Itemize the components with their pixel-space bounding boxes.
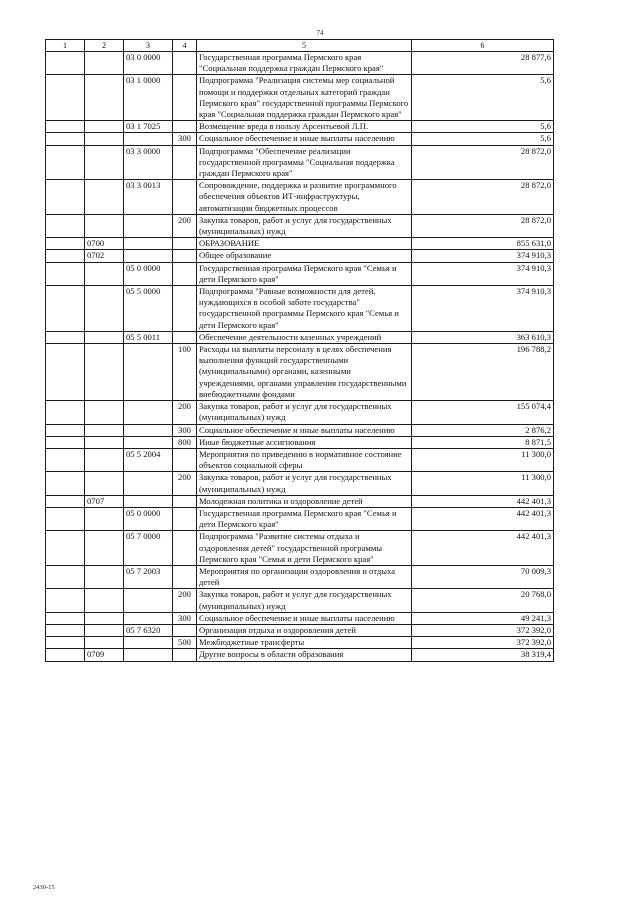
- table-row: [46, 565, 554, 588]
- subsection-code: [85, 624, 124, 636]
- table-row: [46, 250, 554, 262]
- expense-description: Мероприятия по организации оздоровления и отдыха детей: [197, 565, 412, 588]
- expense-type-code: [173, 180, 197, 215]
- target-article-code: [124, 472, 173, 495]
- amount-value: 363 610,3: [412, 331, 554, 343]
- section-code: [46, 565, 85, 588]
- table-row: [46, 133, 554, 145]
- expense-type-code: [173, 507, 197, 530]
- expense-type-code: [173, 331, 197, 343]
- table-row: [46, 448, 554, 471]
- subsection-code: [85, 448, 124, 471]
- target-article-code: 03 3 0013: [124, 180, 173, 215]
- header-cell-2: 2: [85, 40, 124, 52]
- amount-value: 8 871,5: [412, 436, 554, 448]
- subsection-code: [85, 331, 124, 343]
- header-cell-6: 6: [412, 40, 554, 52]
- expense-type-code: 500: [173, 637, 197, 649]
- table-row: [46, 472, 554, 495]
- table-row: [46, 214, 554, 237]
- expense-description: Подпрограмма "Равные возможности для детей, нуждающихся в особой заботе государства" государственной программы Пермского края "Семья и дети Пермского края": [197, 286, 412, 332]
- amount-value: 374 910,3: [412, 286, 554, 332]
- target-article-code: 03 1 7025: [124, 121, 173, 133]
- target-article-code: 05 0 0000: [124, 262, 173, 285]
- section-code: [46, 238, 85, 250]
- expense-type-code: [173, 238, 197, 250]
- expense-description: Закупка товаров, работ и услуг для государственных (муниципальных) нужд: [197, 589, 412, 612]
- expense-description: Расходы на выплаты персоналу в целях обеспечения выполнения функций государственными (муниципальными) органами, казенными учреждениями, органами управления государственными внебюджетными фондами: [197, 344, 412, 401]
- expense-description: Закупка товаров, работ и услуг для государственных (муниципальных) нужд: [197, 401, 412, 424]
- table-row: [46, 262, 554, 285]
- section-code: [46, 448, 85, 471]
- amount-value: 196 788,2: [412, 344, 554, 401]
- header-cell-1: 1: [46, 40, 85, 52]
- subsection-code: [85, 612, 124, 624]
- expense-description: Подпрограмма "Обеспечение реализации государственной программы "Социальная поддержка граждан Пермского края": [197, 145, 412, 180]
- table-row: [46, 344, 554, 401]
- table-row: [46, 52, 554, 75]
- expense-description: Иные бюджетные ассигнования: [197, 436, 412, 448]
- expense-type-code: [173, 75, 197, 121]
- section-code: [46, 262, 85, 285]
- target-article-code: [124, 250, 173, 262]
- section-code: [46, 214, 85, 237]
- target-article-code: [124, 436, 173, 448]
- table-row: [46, 637, 554, 649]
- section-code: [46, 52, 85, 75]
- subsection-code: [85, 637, 124, 649]
- amount-value: 38 319,4: [412, 649, 554, 661]
- subsection-code: [85, 180, 124, 215]
- target-article-code: 05 7 2003: [124, 565, 173, 588]
- target-article-code: [124, 637, 173, 649]
- section-code: [46, 145, 85, 180]
- expense-description: Другие вопросы в области образования: [197, 649, 412, 661]
- table-row: [46, 589, 554, 612]
- table-row: [46, 121, 554, 133]
- section-code: [46, 424, 85, 436]
- expense-description: Закупка товаров, работ и услуг для государственных (муниципальных) нужд: [197, 472, 412, 495]
- subsection-code: 0702: [85, 250, 124, 262]
- amount-value: 2 876,2: [412, 424, 554, 436]
- header-cell-3: 3: [124, 40, 173, 52]
- expense-type-code: [173, 531, 197, 566]
- amount-value: 374 910,3: [412, 262, 554, 285]
- subsection-code: [85, 531, 124, 566]
- amount-value: 372 392,0: [412, 637, 554, 649]
- table-row: [46, 507, 554, 530]
- footer-code: 2430-15: [33, 884, 55, 891]
- table-row: [46, 180, 554, 215]
- section-code: [46, 331, 85, 343]
- section-code: [46, 75, 85, 121]
- amount-value: 372 392,0: [412, 624, 554, 636]
- subsection-code: [85, 507, 124, 530]
- target-article-code: [124, 344, 173, 401]
- section-code: [46, 401, 85, 424]
- target-article-code: [124, 424, 173, 436]
- section-code: [46, 531, 85, 566]
- section-code: [46, 472, 85, 495]
- expense-description: Сопровождение, поддержка и развитие программного обеспечения объектов ИТ-инфраструктуры, автоматизации бюджетных процессов: [197, 180, 412, 215]
- amount-value: 11 300,0: [412, 448, 554, 471]
- target-article-code: 05 5 2004: [124, 448, 173, 471]
- subsection-code: [85, 52, 124, 75]
- budget-table-container: [45, 39, 553, 662]
- expense-type-code: [173, 649, 197, 661]
- target-article-code: [124, 612, 173, 624]
- table-row: [46, 436, 554, 448]
- subsection-code: [85, 424, 124, 436]
- expense-description: Общее образование: [197, 250, 412, 262]
- target-article-code: 05 0 0000: [124, 507, 173, 530]
- subsection-code: [85, 145, 124, 180]
- section-code: [46, 589, 85, 612]
- target-article-code: [124, 133, 173, 145]
- table-header-row: [46, 40, 554, 52]
- expense-description: Социальное обеспечение и иные выплаты населению: [197, 612, 412, 624]
- section-code: [46, 495, 85, 507]
- section-code: [46, 133, 85, 145]
- expense-type-code: 300: [173, 424, 197, 436]
- amount-value: 49 241,3: [412, 612, 554, 624]
- section-code: [46, 624, 85, 636]
- expense-description: Государственная программа Пермского края "Семья и дети Пермского края": [197, 507, 412, 530]
- table-row: [46, 286, 554, 332]
- expense-description: Государственная программа Пермского края "Социальная поддержка граждан Пермского края": [197, 52, 412, 75]
- subsection-code: [85, 133, 124, 145]
- target-article-code: [124, 495, 173, 507]
- subsection-code: 0709: [85, 649, 124, 661]
- amount-value: 442 401,3: [412, 531, 554, 566]
- subsection-code: [85, 436, 124, 448]
- amount-value: 5,6: [412, 133, 554, 145]
- expense-type-code: [173, 145, 197, 180]
- target-article-code: 03 0 0000: [124, 52, 173, 75]
- subsection-code: [85, 401, 124, 424]
- target-article-code: [124, 401, 173, 424]
- target-article-code: [124, 589, 173, 612]
- amount-value: 70 009,3: [412, 565, 554, 588]
- expense-type-code: 200: [173, 589, 197, 612]
- section-code: [46, 637, 85, 649]
- expense-description: Обеспечение деятельности казенных учреждений: [197, 331, 412, 343]
- table-row: [46, 495, 554, 507]
- expense-description: Закупка товаров, работ и услуг для государственных (муниципальных) нужд: [197, 214, 412, 237]
- table-row: [46, 401, 554, 424]
- amount-value: 442 401,3: [412, 495, 554, 507]
- subsection-code: 0700: [85, 238, 124, 250]
- expense-type-code: [173, 565, 197, 588]
- expense-type-code: 800: [173, 436, 197, 448]
- table-row: [46, 624, 554, 636]
- amount-value: 5,6: [412, 121, 554, 133]
- expense-description: Мероприятия по приведению в нормативное состояние объектов социальной сферы: [197, 448, 412, 471]
- section-code: [46, 180, 85, 215]
- budget-table-body: [46, 40, 554, 662]
- target-article-code: 03 1 0000: [124, 75, 173, 121]
- amount-value: 28 872,0: [412, 180, 554, 215]
- target-article-code: 05 5 0011: [124, 331, 173, 343]
- expense-type-code: 100: [173, 344, 197, 401]
- section-code: [46, 612, 85, 624]
- expense-description: Организация отдыха и оздоровления детей: [197, 624, 412, 636]
- section-code: [46, 344, 85, 401]
- subsection-code: [85, 344, 124, 401]
- expense-description: Возмещение вреда в пользу Арсентьевой Л.П.: [197, 121, 412, 133]
- amount-value: 155 074,4: [412, 401, 554, 424]
- target-article-code: 03 3 0000: [124, 145, 173, 180]
- amount-value: 5,6: [412, 75, 554, 121]
- expense-type-code: [173, 624, 197, 636]
- header-cell-5: 5: [197, 40, 412, 52]
- subsection-code: [85, 75, 124, 121]
- section-code: [46, 649, 85, 661]
- expense-type-code: 300: [173, 612, 197, 624]
- expense-description: Социальное обеспечение и иные выплаты населению: [197, 133, 412, 145]
- subsection-code: [85, 214, 124, 237]
- expense-description: Молодежная политика и оздоровление детей: [197, 495, 412, 507]
- amount-value: 28 872,0: [412, 145, 554, 180]
- expense-type-code: 200: [173, 472, 197, 495]
- expense-description: Подпрограмма "Развитие системы отдыха и оздоровления детей" государственной программы Пермского края "Семья и дети Пермского края": [197, 531, 412, 566]
- table-row: [46, 649, 554, 661]
- subsection-code: [85, 286, 124, 332]
- expense-description: Подпрограмма "Реализация системы мер социальной помощи и поддержки отдельных категорий граждан Пермского края" государственной программы Пермского края "Социальная поддержка граждан Пермского края": [197, 75, 412, 121]
- expense-type-code: 200: [173, 401, 197, 424]
- expense-description: ОБРАЗОВАНИЕ: [197, 238, 412, 250]
- expense-type-code: [173, 250, 197, 262]
- table-row: [46, 75, 554, 121]
- amount-value: 374 910,3: [412, 250, 554, 262]
- expense-type-code: [173, 121, 197, 133]
- amount-value: 11 300,0: [412, 472, 554, 495]
- subsection-code: [85, 262, 124, 285]
- expense-type-code: [173, 262, 197, 285]
- section-code: [46, 121, 85, 133]
- expense-description: Государственная программа Пермского края "Семья и дети Пермского края": [197, 262, 412, 285]
- expense-type-code: [173, 495, 197, 507]
- section-code: [46, 286, 85, 332]
- expense-type-code: [173, 52, 197, 75]
- target-article-code: 05 7 0000: [124, 531, 173, 566]
- subsection-code: [85, 565, 124, 588]
- target-article-code: [124, 214, 173, 237]
- amount-value: 442 401,3: [412, 507, 554, 530]
- amount-value: 855 631,0: [412, 238, 554, 250]
- expense-type-code: 200: [173, 214, 197, 237]
- subsection-code: [85, 589, 124, 612]
- subsection-code: [85, 472, 124, 495]
- expense-description: Социальное обеспечение и иные выплаты населению: [197, 424, 412, 436]
- section-code: [46, 436, 85, 448]
- target-article-code: 05 5 0000: [124, 286, 173, 332]
- header-cell-4: 4: [173, 40, 197, 52]
- budget-table: [45, 39, 554, 662]
- subsection-code: [85, 121, 124, 133]
- target-article-code: [124, 649, 173, 661]
- table-row: [46, 612, 554, 624]
- table-row: [46, 145, 554, 180]
- table-row: [46, 238, 554, 250]
- expense-description: Межбюджетные трансферты: [197, 637, 412, 649]
- section-code: [46, 250, 85, 262]
- target-article-code: [124, 238, 173, 250]
- amount-value: 20 768,0: [412, 589, 554, 612]
- subsection-code: 0707: [85, 495, 124, 507]
- section-code: [46, 507, 85, 530]
- table-row: [46, 331, 554, 343]
- page-number: 74: [316, 29, 324, 37]
- expense-type-code: [173, 448, 197, 471]
- amount-value: 28 872,0: [412, 214, 554, 237]
- expense-type-code: 300: [173, 133, 197, 145]
- expense-type-code: [173, 286, 197, 332]
- table-row: [46, 531, 554, 566]
- amount-value: 28 877,6: [412, 52, 554, 75]
- target-article-code: 05 7 6320: [124, 624, 173, 636]
- table-row: [46, 424, 554, 436]
